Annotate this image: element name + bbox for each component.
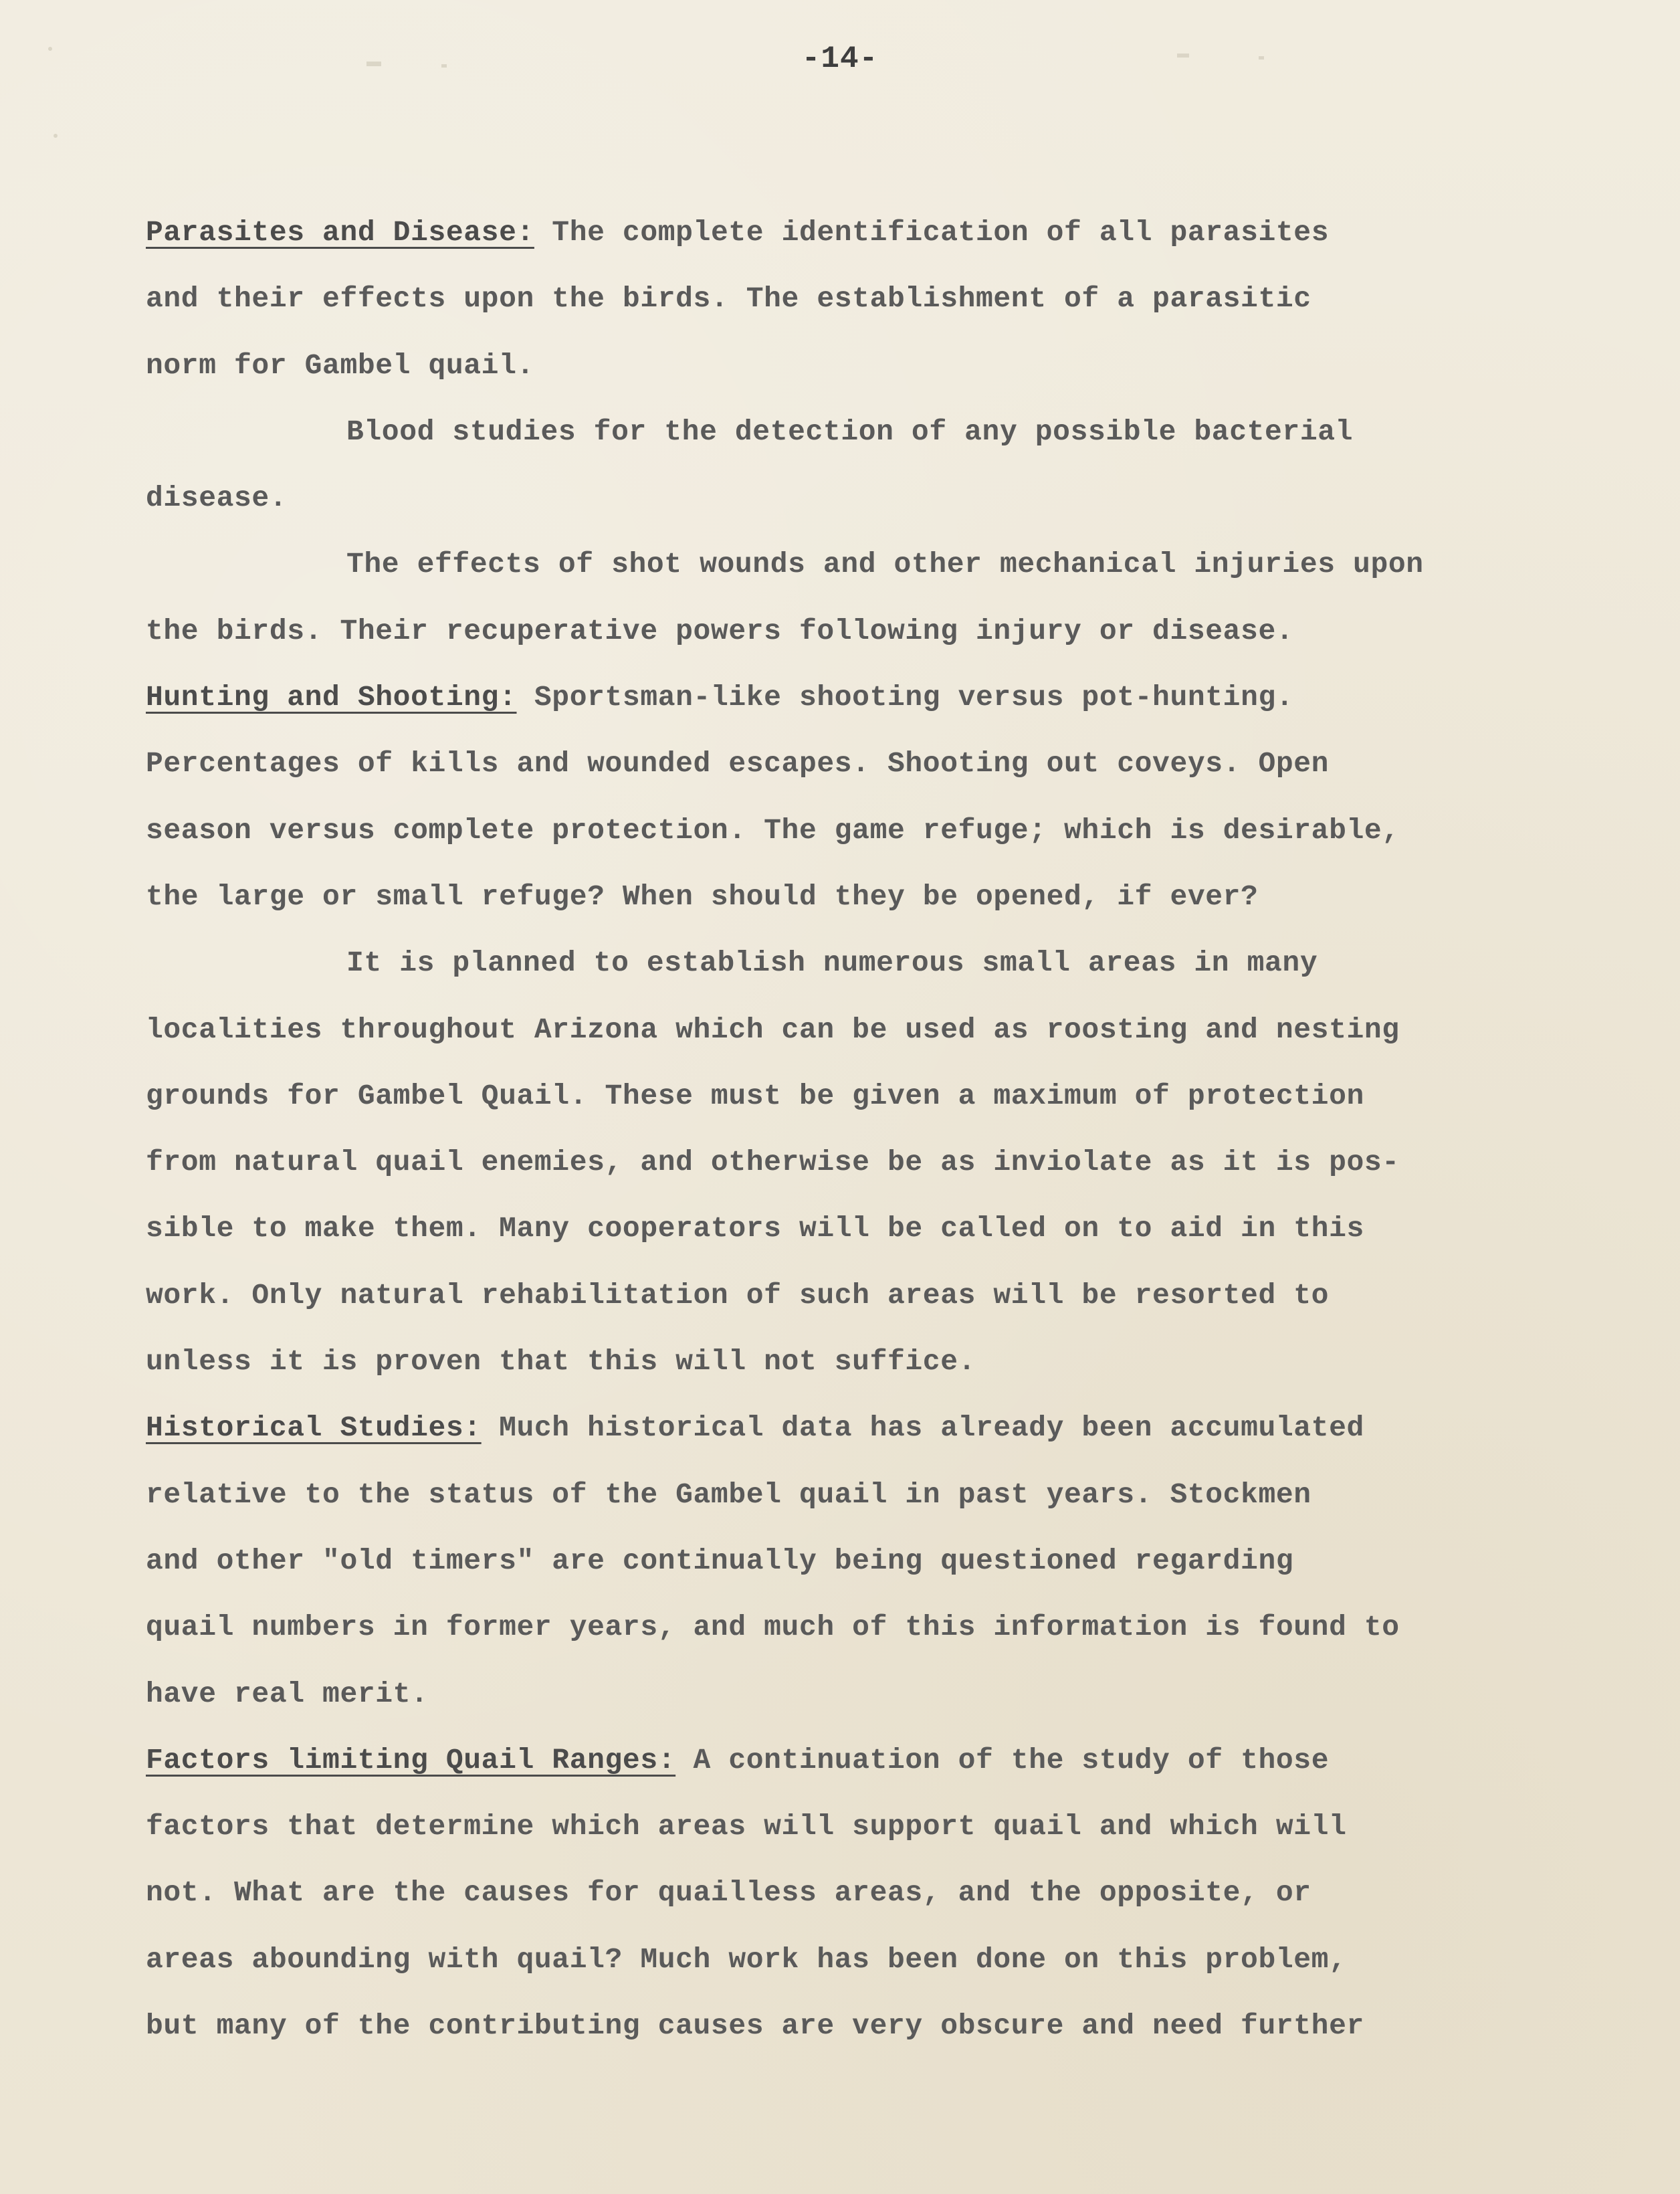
text-line-11	[146, 864, 1584, 930]
text-line-18	[146, 1328, 1584, 1395]
text-line-1	[146, 199, 1584, 266]
line-text: localities throughout Arizona which can be used as roosting and nesting	[146, 1013, 1400, 1046]
text-line-20	[146, 1462, 1584, 1528]
text-line-12	[146, 930, 1584, 996]
text-line-17	[146, 1262, 1584, 1328]
line-text: season versus complete protection. The game refuge; which is desirable,	[146, 813, 1400, 847]
line-text: relative to the status of the Gambel quail in past years. Stockmen	[146, 1478, 1311, 1511]
text-line-24	[146, 1727, 1584, 1793]
text-line-28	[146, 1993, 1584, 2059]
text-line-2	[146, 266, 1584, 332]
line-text: areas abounding with quail? Much work has been done on this problem,	[146, 1942, 1347, 1976]
text-line-4	[146, 399, 1584, 465]
text-line-16	[146, 1195, 1584, 1262]
line-text: Percentages of kills and wounded escapes. Shooting out coveys. Open	[146, 747, 1330, 781]
text-line-13	[146, 997, 1584, 1063]
line-text: and their effects upon the birds. The establishment of a parasitic	[146, 282, 1311, 316]
body-text	[146, 199, 1584, 2059]
text-line-3	[146, 332, 1584, 399]
text-line-26	[146, 1860, 1584, 1926]
text-line-15	[146, 1129, 1584, 1195]
text-line-9	[146, 730, 1584, 797]
line-text: quail numbers in former years, and much of this information is found to	[146, 1611, 1400, 1644]
page-number: -14-	[801, 41, 879, 76]
line-text: disease.	[146, 482, 288, 515]
line-text: sible to make them. Many cooperators will be called on to aid in this	[146, 1212, 1364, 1245]
line-text: not. What are the causes for quailless areas, and the opposite, or	[146, 1876, 1311, 1910]
text-line-10	[146, 797, 1584, 864]
text-line-7	[146, 598, 1584, 664]
line-text: have real merit.	[146, 1677, 429, 1710]
line-text: Much historical data has already been accumulated	[481, 1411, 1364, 1445]
line-text: Blood studies for the detection of any possible bacterial	[346, 415, 1354, 448]
line-text: norm for Gambel quail.	[146, 348, 534, 382]
line-text: The complete identification of all parasites	[534, 216, 1330, 249]
line-text: It is planned to establish numerous small areas in many	[346, 946, 1318, 980]
text-line-19	[146, 1395, 1584, 1461]
line-text: Sportsman-like shooting versus pot-hunting.	[516, 681, 1294, 714]
line-text: work. Only natural rehabilitation of such areas will be resorted to	[146, 1278, 1330, 1312]
line-text: from natural quail enemies, and otherwise be as inviolate as it is pos-	[146, 1146, 1400, 1179]
line-text: the birds. Their recuperative powers following injury or disease.	[146, 614, 1294, 647]
section-heading-factors: Factors limiting Quail Ranges:	[146, 1743, 676, 1777]
text-line-5	[146, 465, 1584, 531]
text-line-21	[146, 1528, 1584, 1594]
section-heading-historical: Historical Studies:	[146, 1411, 482, 1445]
section-heading-hunting: Hunting and Shooting:	[146, 681, 517, 714]
text-line-23	[146, 1661, 1584, 1727]
line-text: factors that determine which areas will support quail and which will	[146, 1810, 1347, 1843]
line-text: and other "old timers" are continually being questioned regarding	[146, 1544, 1294, 1577]
text-line-14	[146, 1063, 1584, 1129]
text-line-27	[146, 1926, 1584, 1993]
paper-speck	[54, 134, 58, 138]
text-line-25	[146, 1793, 1584, 1860]
text-line-8	[146, 664, 1584, 730]
text-line-22	[146, 1594, 1584, 1660]
line-text: the large or small refuge? When should they be opened, if ever?	[146, 880, 1259, 913]
line-text: The effects of shot wounds and other mechanical injuries upon	[346, 548, 1424, 581]
line-text: unless it is proven that this will not suffice.	[146, 1345, 976, 1379]
section-heading-parasites: Parasites and Disease:	[146, 216, 534, 249]
line-text: grounds for Gambel Quail. These must be given a maximum of protection	[146, 1079, 1364, 1112]
text-line-6	[146, 531, 1584, 597]
line-text: A continuation of the study of those	[675, 1743, 1330, 1777]
line-text: but many of the contributing causes are very obscure and need further	[146, 2009, 1364, 2043]
